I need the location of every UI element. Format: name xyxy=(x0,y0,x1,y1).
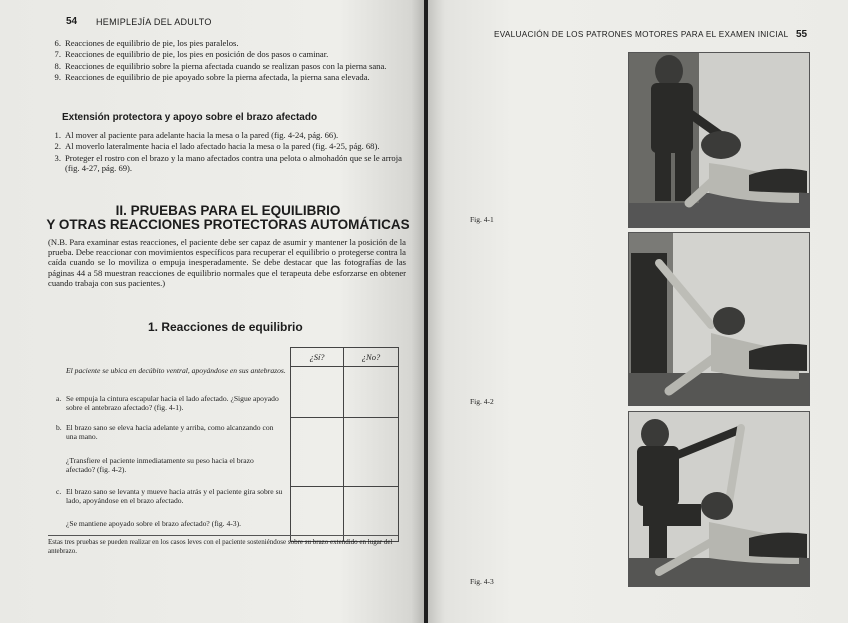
right-page-number: 55 xyxy=(796,29,808,40)
evaluation-table xyxy=(290,347,399,542)
protective-list xyxy=(48,130,408,174)
balance-list-top xyxy=(48,38,408,83)
figure-photo-4-1 xyxy=(628,52,810,228)
checkbox-c-yes[interactable] xyxy=(291,487,344,542)
footnote: Estas tres pruebas se pueden realizar en los casos leves con el paciente sosteniéndose sobre su brazo extendido en lugar del antebrazo. xyxy=(48,538,393,555)
section-title xyxy=(40,204,416,232)
question-intro: El paciente se ubica en decúbito ventral, apoyándose en sus antebrazos. xyxy=(66,366,286,375)
list-item: 9. Reacciones de equilibrio de pie apoyado sobre la pierna afectada, la pierna sana elevada. xyxy=(54,71,370,82)
footnote-rule xyxy=(48,535,398,536)
section-title-line-2: Y OTRAS REACCIONES PROTECTORAS AUTOMÁTICAS xyxy=(46,217,410,232)
protective-extension-heading: Extensión protectora y apoyo sobre el brazo afectado xyxy=(62,112,318,123)
question-b-followup: ¿Transfiere el paciente inmediatamente su peso hacia el brazo afectado? (fig. 4-2). xyxy=(66,456,254,475)
checkbox-b-no[interactable] xyxy=(344,418,399,487)
figure-photo-4-3 xyxy=(628,411,810,587)
list-item: 8. Reacciones de equilibrio sobre la pierna afectada cuando se realizan pasos con la pierna sana. xyxy=(54,60,387,71)
list-item: 6. Reacciones de equilibrio de pie, los pies paralelos. xyxy=(54,38,239,48)
checkbox-a-no[interactable] xyxy=(344,367,399,418)
figure-label-4-3: Fig. 4-3 xyxy=(470,577,494,586)
list-item: 3. Proteger el rostro con el brazo y la mano afectados contra una pelota o almohadón que se le arroja (fig. 4-27, pág. 69). xyxy=(54,152,402,173)
photo-arm-raised-forward xyxy=(629,233,809,405)
question-a: a. Se empuja la cintura escapular hacia el lado afectado. ¿Sigue apoyado sobre el antebrazo afectado? (fig. 4-1). xyxy=(56,394,279,413)
right-running-head: EVALUACIÓN DE LOS PATRONES MOTORES PARA EL EXAMEN INICIAL xyxy=(494,30,789,39)
checkbox-c-no[interactable] xyxy=(344,487,399,542)
list-item: 1. Al mover al paciente para adelante hacia la mesa o la pared (fig. 4-24, pág. 66). xyxy=(54,130,339,140)
figure-label-4-2: Fig. 4-2 xyxy=(470,397,494,406)
figure-label-4-1: Fig. 4-1 xyxy=(470,215,494,224)
intro-paragraph: (N.B. Para examinar estas reacciones, el paciente debe ser capaz de asumir y mantener la posición de la prueba. Debe reaccionar con movimientos específicos para recuperar el equilibrio o protegerse contra la caída cuando se lo moviliza o empuja inesperadamente. Se debe destacar que las fotografías de las páginas 44 a 58 muestran reacciones de equilibrio normales que el terapeuta debe esforzarse en obtener cuando trabaja con sus pacientes.) xyxy=(48,237,406,288)
right-page xyxy=(428,0,848,623)
question-c: c. El brazo sano se levanta y mueve hacia atrás y el paciente gira sobre su lado, apoyándose en el brazo afectado. xyxy=(56,487,283,506)
checkbox-a-yes[interactable] xyxy=(291,367,344,418)
left-running-head: HEMIPLEJÍA DEL ADULTO xyxy=(96,17,212,27)
table-header-yes: ¿Sí? xyxy=(291,348,344,367)
checkbox-b-yes[interactable] xyxy=(291,418,344,487)
photo-arm-raised-backward xyxy=(629,412,809,586)
left-page-number: 54 xyxy=(66,16,78,27)
balance-reactions-heading: 1. Reacciones de equilibrio xyxy=(148,320,303,334)
photo-prone-forearm-support xyxy=(629,53,809,227)
list-item: 2. Al moverlo lateralmente hacia el lado afectado hacia la mesa o la pared (fig. 4-25, pág. 68). xyxy=(54,141,380,152)
question-c-followup: ¿Se mantiene apoyado sobre el brazo afectado? (fig. 4-3). xyxy=(66,519,241,528)
question-b: b. El brazo sano se eleva hacia adelante y arriba, como alcanzando con una mano. xyxy=(56,423,274,442)
list-item: 7. Reacciones de equilibrio de pie, los pies en posición de dos pasos o caminar. xyxy=(54,49,329,60)
section-title-line-1: II. PRUEBAS PARA EL EQUILIBRIO xyxy=(115,203,341,218)
figure-photo-4-2 xyxy=(628,232,810,406)
table-header-no: ¿No? xyxy=(344,348,399,367)
